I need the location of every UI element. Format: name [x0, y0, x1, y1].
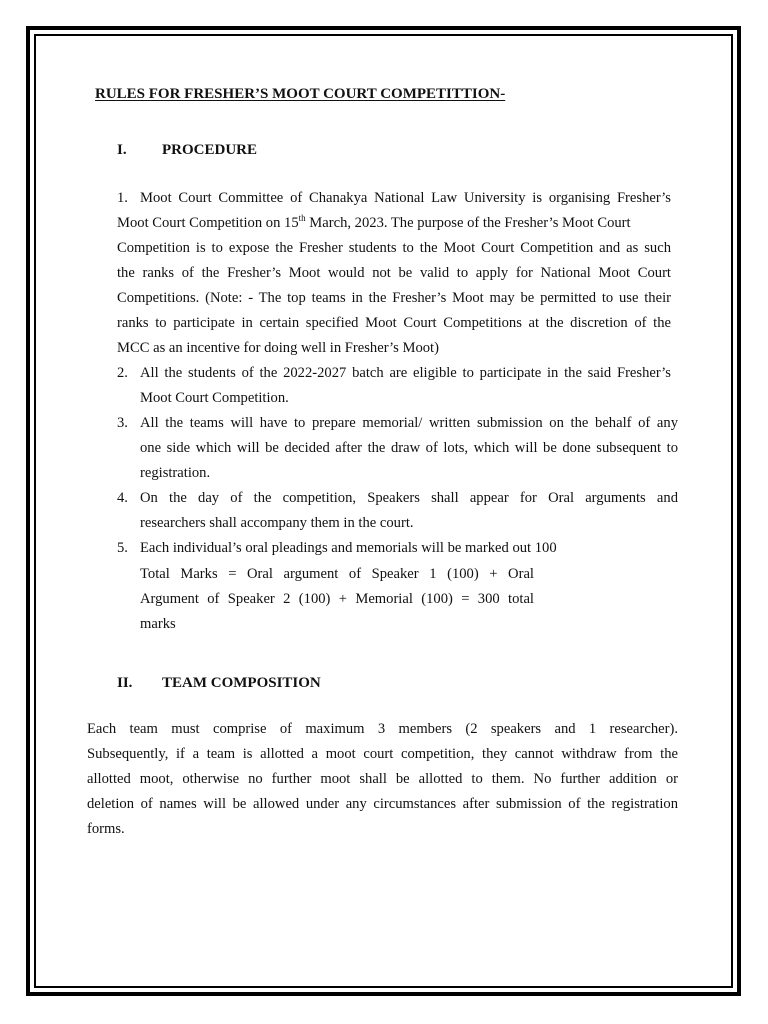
section-2-heading: TEAM COMPOSITION [162, 675, 321, 691]
item-3-number: 3. [117, 415, 128, 431]
item-5-number: 5. [117, 540, 128, 556]
item-5-total-marks-line-3: marks [140, 616, 176, 632]
item-1-line-7: MCC as an incentive for doing well in Fresher’s Moot) [117, 340, 439, 356]
item-1-number: 1. [117, 190, 128, 206]
item-5-line-1: Each individual’s oral pleadings and memorials will be marked out 100 [140, 540, 557, 556]
item-2-line-2: Moot Court Competition. [140, 390, 289, 406]
section-2-number: II. [117, 675, 133, 691]
item-1-line-2 [117, 211, 671, 236]
date-ordinal-suffix: th [298, 213, 306, 224]
team-composition-line-2: Subsequently, if a team is allotted a moot court competition, they cannot withdraw from the [87, 746, 678, 762]
item-3-line-1: All the teams will have to prepare memorial/ written submission on the behalf of any [140, 415, 678, 431]
item-1-line-5: Competitions. (Note: - The top teams in the Fresher’s Moot may be permitted to use their [117, 290, 671, 306]
item-1-line-1: Moot Court Committee of Chanakya National Law University is organising Fresher’s [140, 190, 671, 206]
team-composition-line-4: deletion of names will be allowed under any circumstances after submission of the registration [87, 796, 678, 812]
item-5-total-marks-line-2: Argument of Speaker 2 (100) + Memorial (100) = 300 total [140, 591, 534, 607]
item-2-line-1: All the students of the 2022-2027 batch are eligible to participate in the said Fresher’s [140, 365, 671, 381]
item-2-number: 2. [117, 365, 128, 381]
section-1-heading: PROCEDURE [162, 142, 258, 158]
item-1-line-6: ranks to participate in certain specified Moot Court Competitions at the discretion of the [117, 315, 671, 331]
section-1-number: I. [117, 142, 127, 158]
item-4-line-1: On the day of the competition, Speakers shall appear for Oral arguments and [140, 490, 678, 506]
team-composition-line-3: allotted moot, otherwise no further moot shall be allotted to them. No further addition or [87, 771, 678, 787]
item-4-number: 4. [117, 490, 128, 506]
item-3-line-3: registration. [140, 465, 211, 481]
document-title: RULES FOR FRESHER’S MOOT COURT COMPETITTION- [95, 86, 506, 102]
team-composition-line-1: Each team must comprise of maximum 3 members (2 speakers and 1 researcher). [87, 721, 678, 737]
item-4-line-2: researchers shall accompany them in the court. [140, 515, 414, 531]
item-5-total-marks-line-1: Total Marks = Oral argument of Speaker 1 (100) + Oral [140, 566, 534, 582]
item-1-line-2-end: March, 2023. The purpose of the Fresher’s Moot Court [305, 215, 631, 231]
item-1-line-2-start: Moot Court Competition on 15 [117, 215, 299, 231]
item-1-line-4: the ranks of the Fresher’s Moot would not be valid to apply for National Moot Court [117, 265, 671, 281]
item-3-line-2: one side which will be decided after the draw of lots, which will be done subsequent to [140, 440, 678, 456]
team-composition-line-5: forms. [87, 821, 125, 837]
item-1-line-3: Competition is to expose the Fresher students to the Moot Court Competition and as such [117, 240, 671, 256]
